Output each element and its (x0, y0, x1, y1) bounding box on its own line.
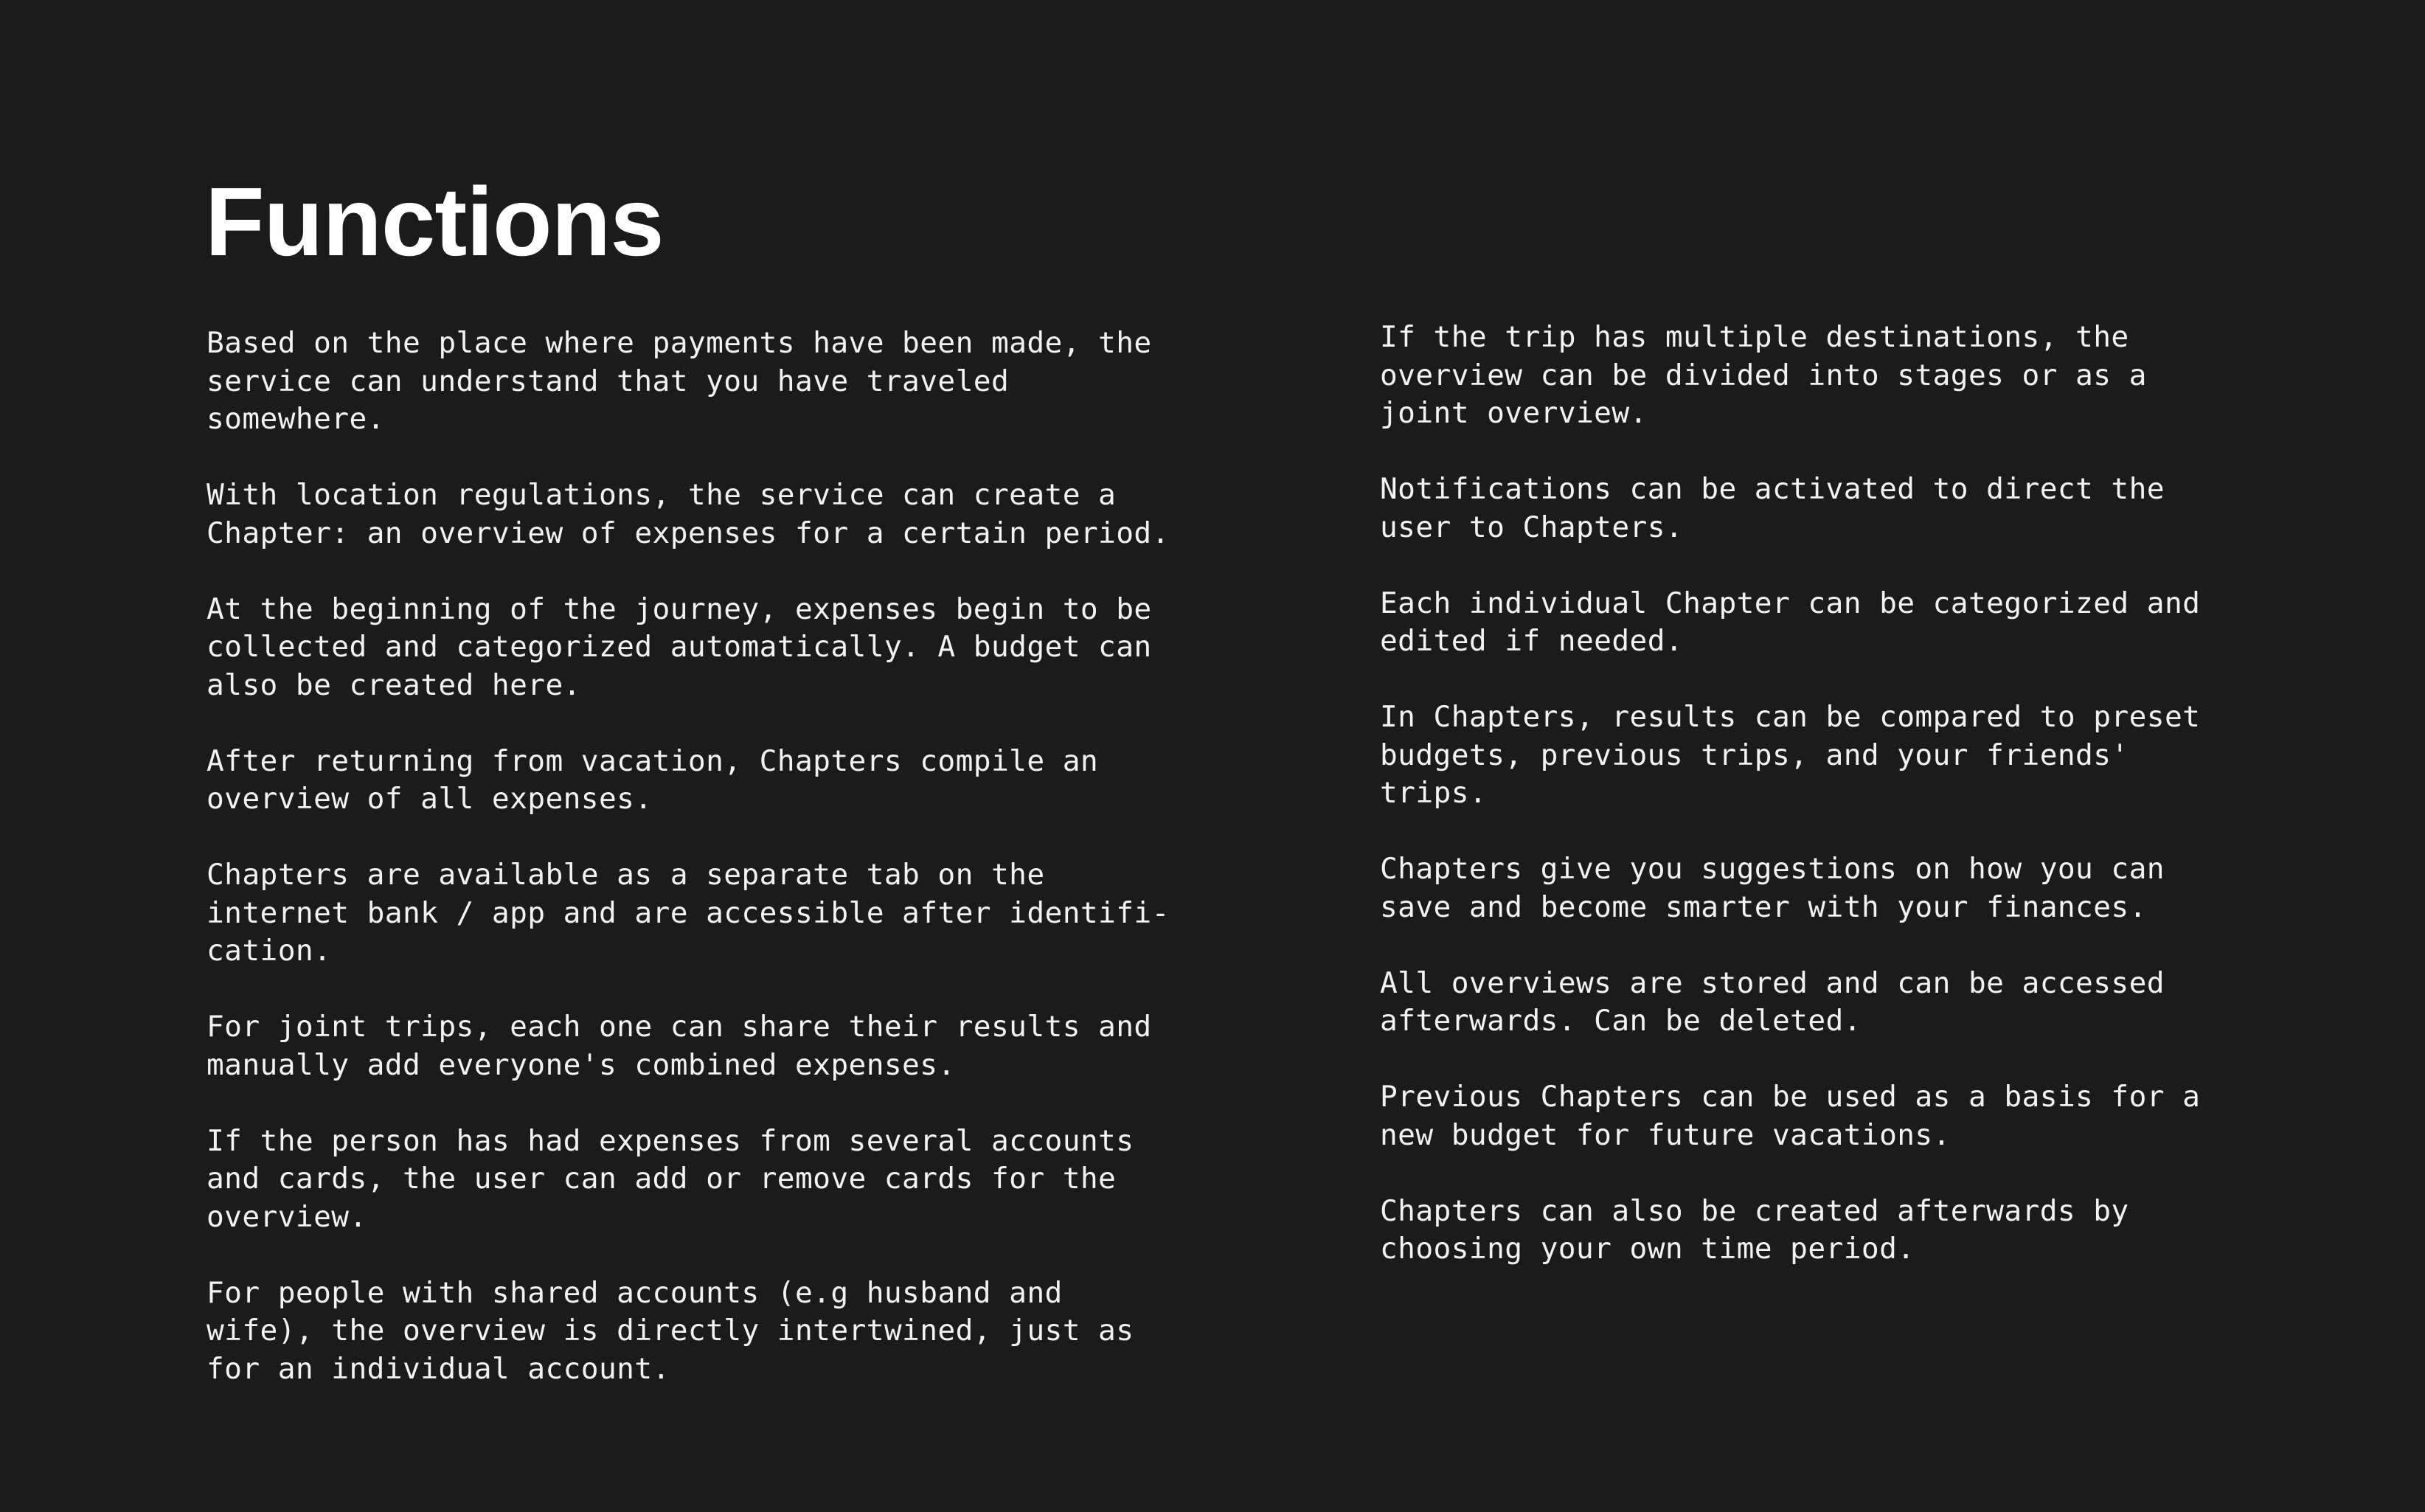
right-column (1380, 319, 2339, 1306)
function-paragraph: In Chapters, results can be compared to preset budgets, previous trips, and your friends' trips. (1380, 700, 2201, 810)
function-paragraph: If the person has had expenses from several accounts and cards, the user can add or remove cards for the overview. (207, 1123, 1134, 1234)
function-paragraph: Based on the place where payments have been made, the service can understand that you have traveled somewhere. (207, 326, 1152, 436)
function-paragraph: Previous Chapters can be used as a basis for a new budget for future vacations. (1380, 1080, 2201, 1152)
function-paragraph: If the trip has multiple destinations, the overview can be divided into stages or as a joint overview. (1380, 320, 2147, 430)
function-paragraph: For people with shared accounts (e.g husband and wife), the overview is directly intertwined, just as for an individual account. (207, 1275, 1134, 1386)
function-paragraph: For joint trips, each one can share their results and manually add everyone's combined expenses. (207, 1010, 1152, 1082)
function-paragraph: All overviews are stored and can be accessed afterwards. Can be deleted. (1380, 965, 2165, 1038)
function-paragraph: Each individual Chapter can be categorized and edited if needed. (1380, 586, 2201, 658)
function-paragraph: Chapters are available as a separate tab on the internet bank / app and are accessible after identifi- cation. (207, 858, 1170, 968)
function-paragraph: After returning from vacation, Chapters compile an overview of all expenses. (207, 743, 1099, 816)
function-paragraph: At the beginning of the journey, expenses begin to be collected and categorized automatically. A budget can also be created here. (207, 592, 1152, 702)
function-paragraph: Chapters can also be created afterwards by choosing your own time period. (1380, 1193, 2129, 1266)
left-column (207, 325, 1195, 1426)
function-paragraph: Notifications can be activated to direct the user to Chapters. (1380, 472, 2165, 544)
function-paragraph: With location regulations, the service can create a Chapter: an overview of expenses for a certain period. (207, 478, 1170, 550)
function-paragraph: Chapters give you suggestions on how you can save and become smarter with your finances. (1380, 852, 2165, 924)
page-title: Functions (205, 167, 664, 276)
